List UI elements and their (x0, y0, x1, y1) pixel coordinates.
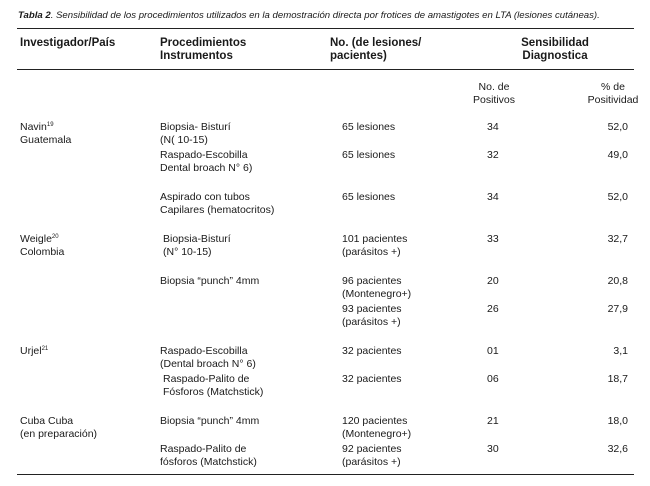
subheader-positividad-line2: Positividad (587, 93, 639, 106)
table-row-count (342, 415, 411, 440)
table-row-procedure (160, 275, 259, 288)
count-line1: 65 lesiones (342, 149, 396, 161)
count-line1: 65 lesiones (342, 121, 396, 133)
positividad-value: 52,0 (607, 191, 628, 203)
subheader-positivos-line2: Positivos (472, 93, 515, 106)
investigator-ref: 21 (41, 346, 49, 352)
procedure-line2: Capilares (hematocritos) (160, 203, 275, 216)
positivos-value: 34 (487, 191, 499, 203)
header-rule (17, 69, 634, 70)
table-row-count (342, 345, 402, 358)
count-line2: (parásitos +) (342, 315, 401, 328)
table-row-procedure (160, 443, 257, 468)
top-rule (17, 28, 634, 29)
header-procedimientos-line1: Procedimientos (160, 37, 247, 49)
header-sensibilidad-line1: Sensibilidad (521, 37, 589, 49)
positividad-value: 49,0 (607, 149, 628, 161)
positividad-value: 20,8 (607, 275, 628, 287)
investigator-ref: 19 (46, 122, 54, 128)
procedure-line1: Biopsia “punch” 4mm (160, 275, 260, 287)
positivos-value: 26 (487, 303, 499, 315)
procedure-line1: Biopsia “punch” 4mm (160, 415, 260, 427)
positividad-value: 18,7 (607, 373, 628, 385)
table-row-procedure (160, 345, 256, 370)
count-line2: (Montenegro+) (342, 427, 412, 440)
table-caption (18, 10, 638, 21)
subheader-positividad-line1: % de (601, 81, 625, 93)
positivos-value: 20 (487, 275, 499, 287)
investigator-name: Urjel (20, 345, 42, 357)
procedure-line2: fósforos (Matchstick) (160, 455, 257, 468)
subheader-positivos-line1: No. de (478, 81, 510, 93)
table-row-count (342, 121, 395, 134)
count-line1: 32 pacientes (342, 345, 402, 357)
positivos-value: 33 (487, 233, 499, 245)
investigator-navin (20, 121, 71, 146)
count-line2: (parásitos +) (342, 455, 401, 468)
procedure-line1: Raspado-Escobilla (160, 149, 248, 161)
investigator-cuba (20, 415, 97, 440)
table-row-count (342, 275, 411, 300)
header-numero-line2: pacientes) (330, 50, 387, 62)
count-line1: 101 pacientes (342, 233, 408, 245)
procedure-line2: (N( 10-15) (160, 133, 208, 146)
procedure-line2: (Dental broach N° 6) (160, 357, 256, 370)
investigator-place: Colombia (20, 245, 65, 258)
procedure-line1: Raspado-Palito de (163, 373, 250, 385)
table-row-count (342, 303, 402, 328)
header-procedimientos-line2: Instrumentos (160, 50, 233, 62)
header-procedimientos (160, 37, 246, 63)
positivos-value: 34 (487, 121, 499, 133)
subheader-positivos (462, 81, 526, 106)
bottom-rule (17, 474, 634, 475)
procedure-line2: Fósforos (Matchstick) (163, 385, 264, 398)
table-row-procedure (163, 373, 263, 398)
count-line1: 65 lesiones (342, 191, 396, 203)
caption-text: . Sensibilidad de los procedimientos utilizados en la demostración directa por frotices de amastigotes en LTA (lesiones cutáneas). (50, 10, 600, 21)
count-line1: 96 pacientes (342, 275, 402, 287)
procedure-line1: Biopsia- Bisturí (160, 121, 231, 133)
investigator-weigle (20, 233, 64, 258)
positividad-value: 27,9 (607, 303, 628, 315)
count-line1: 92 pacientes (342, 443, 402, 455)
table-row-procedure (160, 121, 231, 146)
positividad-value: 32,7 (607, 233, 628, 245)
investigator-name: Navin (20, 121, 47, 133)
investigator-place: Guatemala (20, 133, 72, 146)
header-sensibilidad-line2: Diagnostica (522, 50, 588, 62)
positivos-value: 32 (487, 149, 499, 161)
header-sensibilidad (500, 37, 610, 63)
table-row-count (342, 191, 395, 204)
procedure-line1: Aspirado con tubos (160, 191, 250, 203)
positividad-value: 32,6 (607, 443, 628, 455)
table-row-count (342, 233, 407, 258)
procedure-line1: Raspado-Palito de (160, 443, 247, 455)
subheader-positividad (580, 81, 646, 106)
investigator-ref: 20 (51, 234, 59, 240)
count-line1: 32 pacientes (342, 373, 402, 385)
investigator-name: Cuba Cuba (20, 415, 74, 427)
table-row-procedure (160, 191, 274, 216)
table-row-count (342, 443, 402, 468)
count-line2: (Montenegro+) (342, 287, 412, 300)
header-investigador: Investigador/País (20, 37, 116, 49)
procedure-line2: Dental broach N° 6) (160, 161, 253, 174)
investigator-name: Weigle (20, 233, 52, 245)
positividad-value: 3,1 (613, 345, 628, 357)
table-row-procedure (160, 415, 259, 428)
investigator-place: (en preparación) (20, 427, 98, 440)
positivos-value: 01 (487, 345, 499, 357)
table-row-procedure (160, 149, 252, 174)
positivos-value: 06 (487, 373, 499, 385)
count-line1: 93 pacientes (342, 303, 402, 315)
procedure-line2: (N° 10-15) (163, 245, 212, 258)
count-line2: (parásitos +) (342, 245, 401, 258)
table-row-procedure (163, 233, 231, 258)
investigator-urjel (20, 345, 48, 358)
count-line1: 120 pacientes (342, 415, 408, 427)
positividad-value: 18,0 (607, 415, 628, 427)
positividad-value: 52,0 (607, 121, 628, 133)
positivos-value: 21 (487, 415, 499, 427)
table-row-count (342, 149, 395, 162)
procedure-line1: Biopsia-Bisturí (163, 233, 231, 245)
header-numero (330, 37, 421, 63)
positivos-value: 30 (487, 443, 499, 455)
caption-label: Tabla 2 (18, 10, 51, 21)
procedure-line1: Raspado-Escobilla (160, 345, 248, 357)
header-numero-line1: No. (de lesiones/ (330, 37, 422, 49)
table-row-count (342, 373, 402, 386)
